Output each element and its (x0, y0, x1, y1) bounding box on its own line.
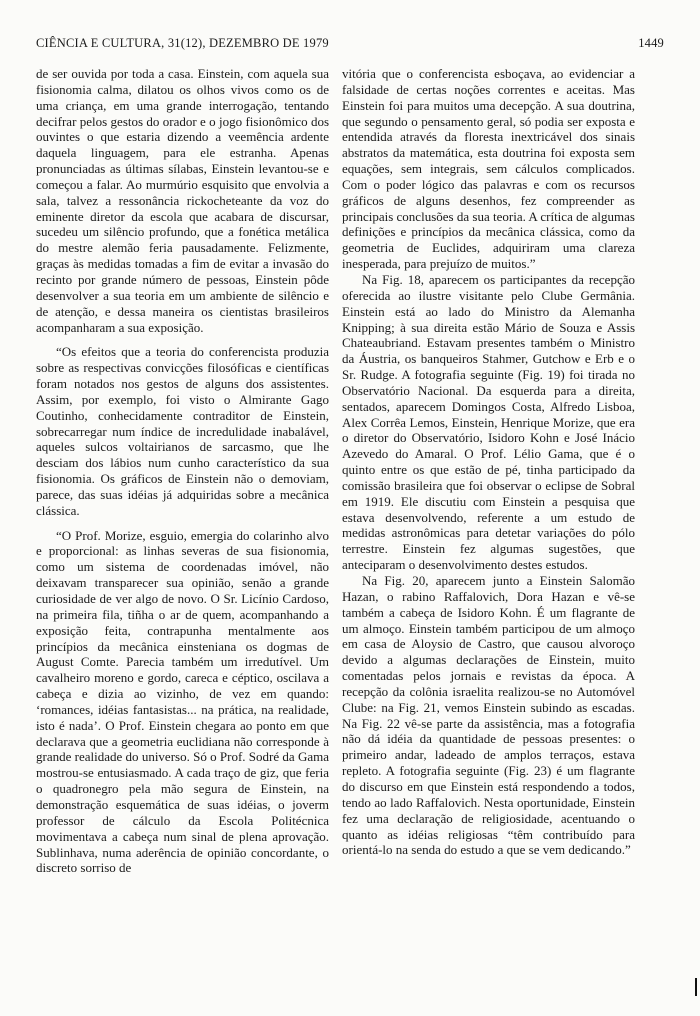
paragraph: “O Prof. Morize, esguio, emergia do colarinho alvo e proporcional: as linhas severas de sua fisionomia, como um sistema de coordenadas imóvel, não deixavam transparecer sua opinião, senão a grande curiosidade de ver algo de novo. O Sr. Licínio Cardoso, na primeira fila, tiñha o ar de quem, acompanhando a exposição feita, contrapunha mentalmente aos princípios da mecânica einsteniana os dogmas de August Comte. Parecia também um irredutível. Um cavalheiro moreno e gordo, careca e céptico, oscilava a cabeça e dizia ao vizinho, de vez em quando: ‘romances, idéias fantasistas... na prática, na realidade, isto é nada’. O Prof. Einstein chegara ao ponto em que declarava que a geometria euclidiana não corresponde à grande realidade do universo. Só o Prof. Sodré da Gama mostrou-se entusiasmado. A cada traço de giz, que feria o quadronegro pela mão segura de Einstein, na demonstração esquemática de suas idéias, o joverm professor de cálculo da Escola Politécnica movimentava a cabeça num sinal de plena aprovação. Sublinhava, numa aderência de opinião concordante, o discreto sorriso de (36, 527, 329, 876)
paragraph: “Os efeitos que a teoria do conferencista produzia sobre as respectivas convicções filosóficas e científicas foram notados nos gestos de alguns dos assistentes. Assim, por exemplo, foi visto o Almirante Gago Coutinho, conhecidamente contraditor de Einstein, sobrecarregar num índice de incredulidade inabalável, aqueles sulcos voltairianos de sarcasmo, que lhe desciam dos lábios num cunho característico da sua fisionomia. Os gráficos de Einstein não o demoviam, parece, das suas idéias já adquiridas sobre a mecânica clássica. (36, 344, 329, 518)
paragraph: Na Fig. 18, aparecem os participantes da recepção oferecida ao ilustre visitante pelo Clube Germânia. Einstein está ao lado do Ministro da Alemanha Knipping; à sua direita estão Mário de Souza e Assis Chateaubriand. Estavam presentes também o Ministro da Áustria, os banqueiros Stahmer, Gutchow e Erb e o Sr. Rudge. A fotografia seguinte (Fig. 19) foi tirada no Observatório Nacional. Da esquerda para a direita, sentados, aparecem Domingos Costa, Alfredo Lisboa, Alex Corrêa Lemos, Einstein, Henrique Morize, que era o diretor do Observatório, Isidoro Kohn e José Inácio Azevedo do Amaral. O Prof. Lélio Gama, que é o quinto entre os que estão de pé, tinha participado da comissão brasileira que foi observar o eclipse de Sobral em 1919. Ele discutiu com Einstein a pesquisa que estava desenvolvendo, referente a um estudo de medidas astronômicas para detetar variações do pólo terrestre. Einstein fez algumas sugestões, que anteciparam o desenvolvimento destes estudos. (342, 271, 635, 573)
paragraph: Na Fig. 20, aparecem junto a Einstein Salomão Hazan, o rabino Raffalovich, Dora Hazan e vê-se também a cabeça de Isidoro Kohn. É um flagrante de um almoço. Einstein também participou de um almoço em casa de Aloysio de Castro, que causou alvoroço devido a algumas declarações de Einstein, muito comentadas pelos jornais e revistas da época. A recepção da colônia israelita realizou-se no Automóvel Clube: na Fig. 21, vemos Einstein subindo as escadas. Na Fig. 22 vê-se parte da assistência, mas a fotografia não dá idéia da quantidade de pessoas presentes: o primeiro andar, ladeado de amplos terraços, estava repleto. A fotografia seguinte (Fig. 23) é um flagrante do discurso em que Einstein está respondendo a todos, tendo ao lado Raffalovich. Nesta oportunidade, Einstein fez uma declaração de religiosidade, acentuando o quanto as idéias religiosas “têm contribuído para orientá-lo na senda do estudo a que se vem dedicando.” (342, 573, 635, 858)
paragraph: de ser ouvida por toda a casa. Einstein, com aquela sua fisionomia calma, dilatou os olhos vivos como os de uma criança, em uma grande interrogação, tentando decifrar pelos gestos do orador e o jogo fisionômico dos ouvintes o que estaria dizendo a veemência ardente daquela linguagem, para ele estranha. Apenas pronunciadas as últimas sílabas, Einstein levantou-se e começou a falar. Ao murmúrio esquisito que envolvia a sala, talvez a ressonância rickocheteante da voz do eminente diretor da escola que acabara de discursar, sucedeu um silêncio profundo, que a fonética metálica do mestre alemão feria pausadamente. Felizmente, graças às medidas tomadas a fim de evitar a invasão do recinto por grande número de pessoas, Einstein pôde desenvolver a sua teoria em um ambiente de silêncio e de atenção, e dessa maneira os cientistas brasileiros acompanharam a sua exposição. (36, 66, 329, 335)
right-column (342, 66, 635, 858)
page-number: 1449 (638, 36, 664, 50)
journal-citation: CIÊNCIA E CULTURA, 31(12), DEZEMBRO DE 1979 (36, 36, 329, 50)
edge-mark (695, 978, 697, 996)
left-column (36, 66, 329, 876)
paragraph: vitória que o conferencista esboçava, ao evidenciar a falsidade de certas noções correntes e aceitas. Mas Einstein foi para muitos uma decepção. A sua doutrina, que segundo o pensamento geral, só podia ser exposta e entendida através da floresta inextricável dos sinais abstratos da matemática, esta doutrina foi exposta sem equações, sem integrais, sem cálculos complicados. Com o poder lógico das palavras e com os recursos gráficos de alguns desenhos, fez compreender as principais conclusões da sua teoria. A crítica de algumas definições e princípios da mecânica clássica, como da geometria de Euclides, adquiriram uma clareza inesperada, para prejuízo de muitos.” (342, 66, 635, 272)
